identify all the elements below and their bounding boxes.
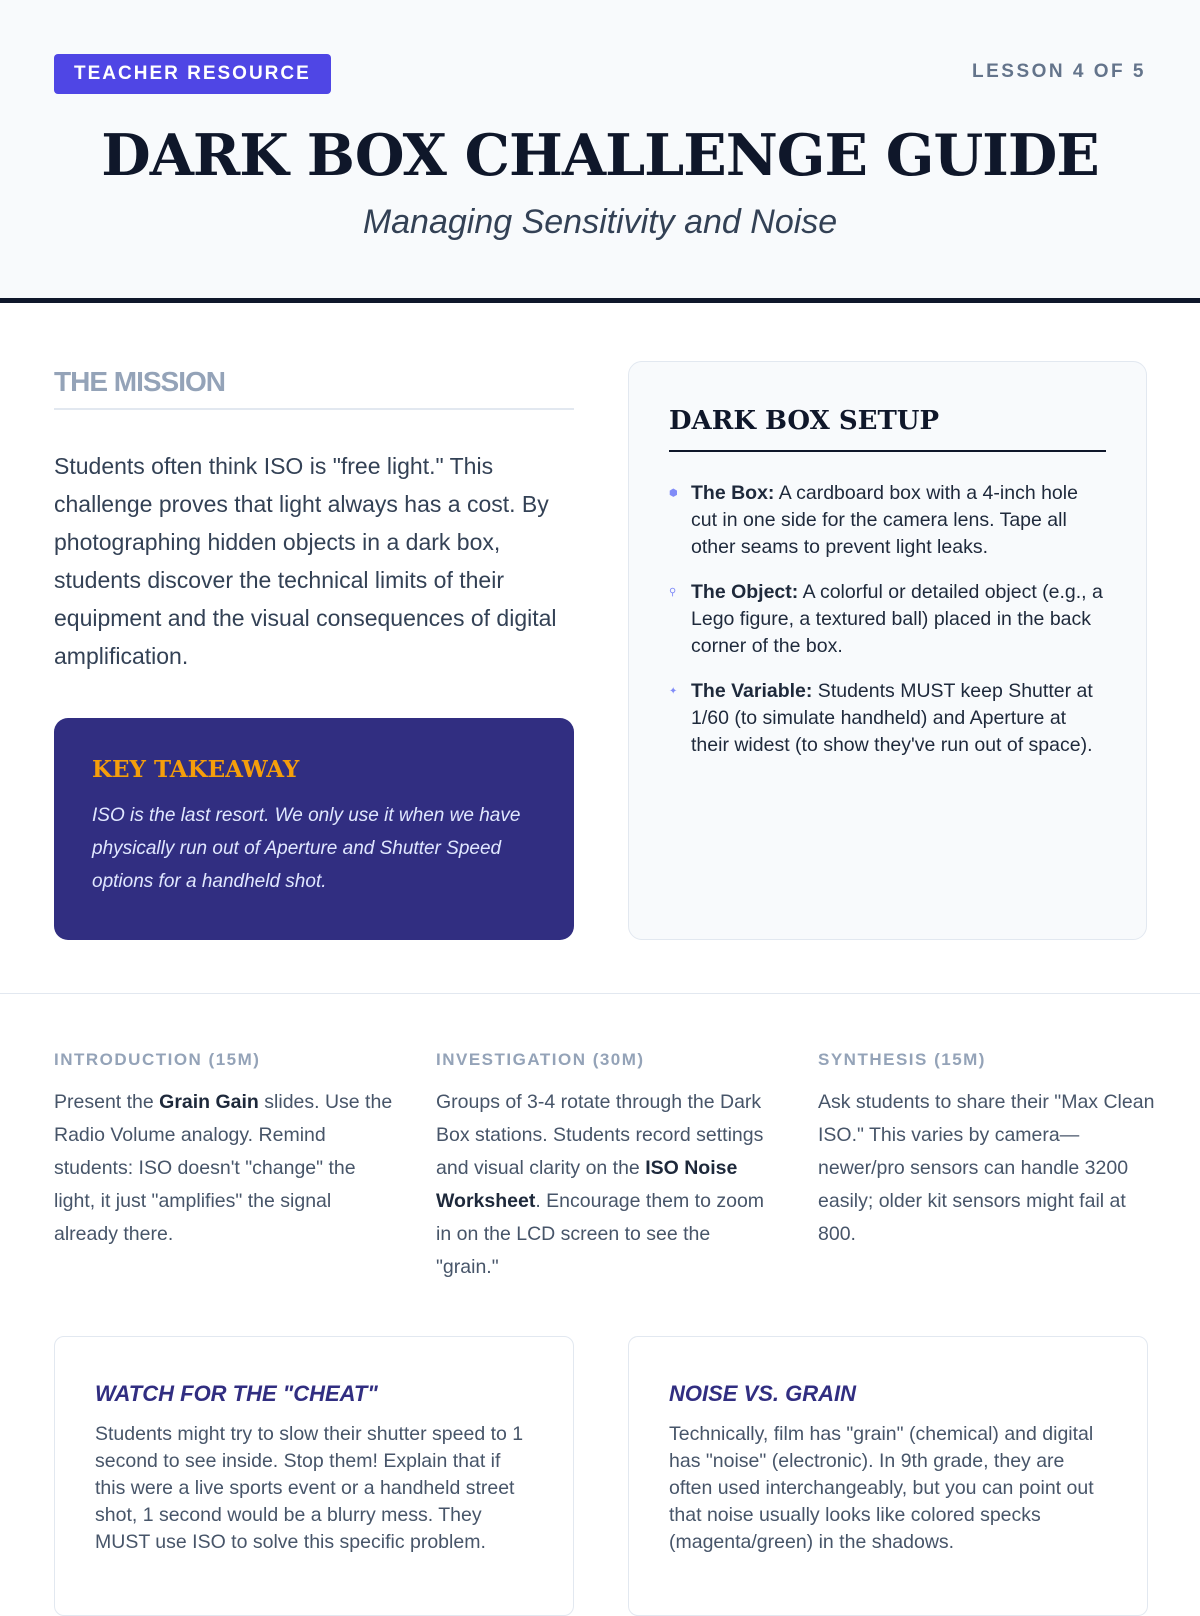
section-divider bbox=[0, 993, 1200, 994]
page-header bbox=[0, 0, 1200, 303]
lesson-indicator: LESSON 4 OF 5 bbox=[972, 61, 1146, 82]
phase-title: INTRODUCTION (15M) bbox=[54, 1050, 261, 1069]
setup-item-box bbox=[669, 480, 1106, 561]
mission-heading: THE MISSION bbox=[54, 366, 574, 410]
takeaway-heading: KEY TAKEAWAY bbox=[92, 756, 300, 783]
setup-heading: DARK BOX SETUP bbox=[669, 406, 1106, 452]
box-icon: ⬢ bbox=[669, 488, 678, 499]
phase-synthesis bbox=[818, 1050, 1158, 1251]
setup-item-label: The Object: bbox=[691, 581, 799, 603]
noise-vs-grain-card bbox=[628, 1336, 1148, 1616]
phase-introduction bbox=[54, 1050, 394, 1251]
setup-item-text: A cardboard box with a 4-inch hole cut in one side for the camera lens. Tape all other seams to prevent light leaks. bbox=[691, 482, 1078, 558]
takeaway-text: ISO is the last resort. We only use it when we have physically run out of Aperture and Shutter Speed options for a handheld shot. bbox=[92, 805, 521, 892]
search-icon: ⚲ bbox=[669, 587, 677, 598]
mission-text: Students often think ISO is "free light." This challenge proves that light always has a cost. By photographing hidden objects in a dark box, students discover the technical limits of their equipment and the visual consequences of digital amplification. bbox=[54, 453, 557, 669]
sparkle-icon: ✦ bbox=[669, 686, 678, 697]
setup-item-variable bbox=[669, 678, 1106, 759]
setup-item-label: The Box: bbox=[691, 482, 775, 504]
card-text: Students might try to slow their shutter speed to 1 second to see inside. Stop them! Explain that if this were a live sports event or a handheld street shot, 1 second would be a blurry mess. They MUST use ISO to solve this specific problem. bbox=[95, 1423, 524, 1553]
phase-investigation bbox=[436, 1050, 776, 1284]
key-takeaway-box bbox=[54, 718, 574, 940]
card-title: NOISE VS. GRAIN bbox=[669, 1381, 857, 1406]
phase-text: Present the Grain Gain slides. Use the Radio Volume analogy. Remind students: ISO doesn't "change" the light, it just "amplifies" the signal already there. bbox=[54, 1091, 393, 1245]
setup-item-label: The Variable: bbox=[691, 680, 813, 702]
phase-text: Ask students to share their "Max Clean ISO." This varies by camera—newer/pro sensors can handle 3200 easily; older kit sensors might fail at 800. bbox=[818, 1091, 1155, 1245]
resource-badge: TEACHER RESOURCE bbox=[54, 54, 331, 94]
phase-title: SYNTHESIS (15M) bbox=[818, 1050, 986, 1069]
setup-item-text: A colorful or detailed object (e.g., a Lego figure, a textured ball) placed in the back corner of the box. bbox=[691, 581, 1103, 657]
setup-item-text: Students MUST keep Shutter at 1/60 (to simulate handheld) and Aperture at their widest (to show they've run out of space). bbox=[691, 680, 1093, 756]
cheat-warning-card bbox=[54, 1336, 574, 1616]
card-title: WATCH FOR THE "CHEAT" bbox=[95, 1381, 378, 1406]
phase-title: INVESTIGATION (30M) bbox=[436, 1050, 645, 1069]
page-subtitle: Managing Sensitivity and Noise bbox=[362, 203, 838, 241]
phase-text: Groups of 3-4 rotate through the Dark Box stations. Students record settings and visual clarity on the ISO Noise Worksheet. Encourage them to zoom in on the LCD screen to see the "grain." bbox=[436, 1091, 765, 1278]
dark-box-setup-panel bbox=[628, 361, 1147, 940]
setup-item-object bbox=[669, 579, 1106, 660]
page-title: DARK BOX CHALLENGE GUIDE bbox=[101, 122, 1099, 189]
card-text: Technically, film has "grain" (chemical) and digital has "noise" (electronic). In 9th grade, they are often used interchangeably, but you can point out that noise usually looks like colored specks (magenta/green) in the shadows. bbox=[669, 1423, 1094, 1553]
